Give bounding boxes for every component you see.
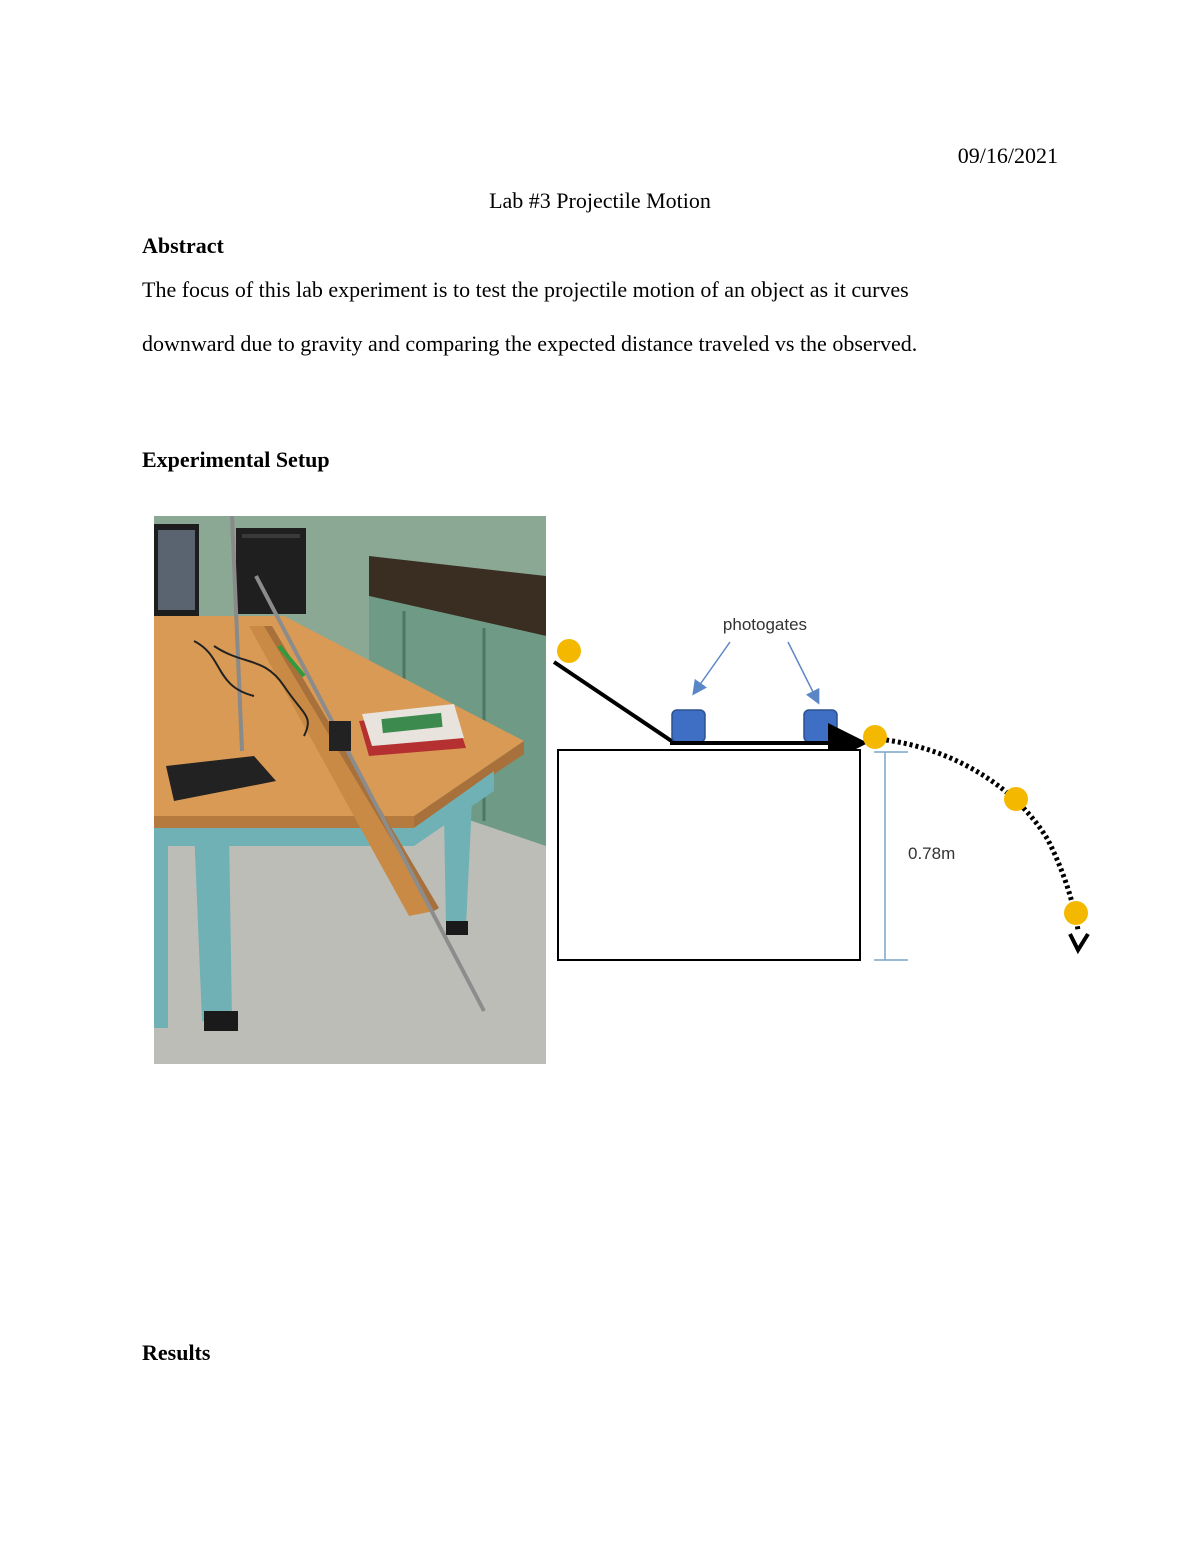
- document-title: Lab #3 Projectile Motion: [489, 188, 711, 213]
- results-heading: Results: [142, 1340, 211, 1365]
- photogate-1: [672, 710, 705, 742]
- abstract-heading: Abstract: [142, 233, 224, 258]
- table-box: [558, 750, 860, 960]
- ball-end: [1064, 901, 1088, 925]
- photogates-label: photogates: [722, 615, 808, 634]
- ball-edge: [863, 725, 887, 749]
- ball-start: [557, 639, 581, 663]
- photogate-2: [804, 710, 837, 742]
- projectile-diagram: [548, 600, 1108, 980]
- abstract-line-1: The focus of this lab experiment is to test the projectile motion of an object as it curves: [142, 277, 909, 302]
- height-label: 0.78m: [908, 844, 956, 863]
- abstract-line-2: downward due to gravity and comparing the expected distance traveled vs the observed.: [142, 331, 918, 356]
- ball-mid: [1004, 787, 1028, 811]
- lab-setup-photo: [154, 516, 546, 1064]
- document-date: 09/16/2021: [957, 143, 1058, 168]
- setup-heading: Experimental Setup: [142, 447, 330, 472]
